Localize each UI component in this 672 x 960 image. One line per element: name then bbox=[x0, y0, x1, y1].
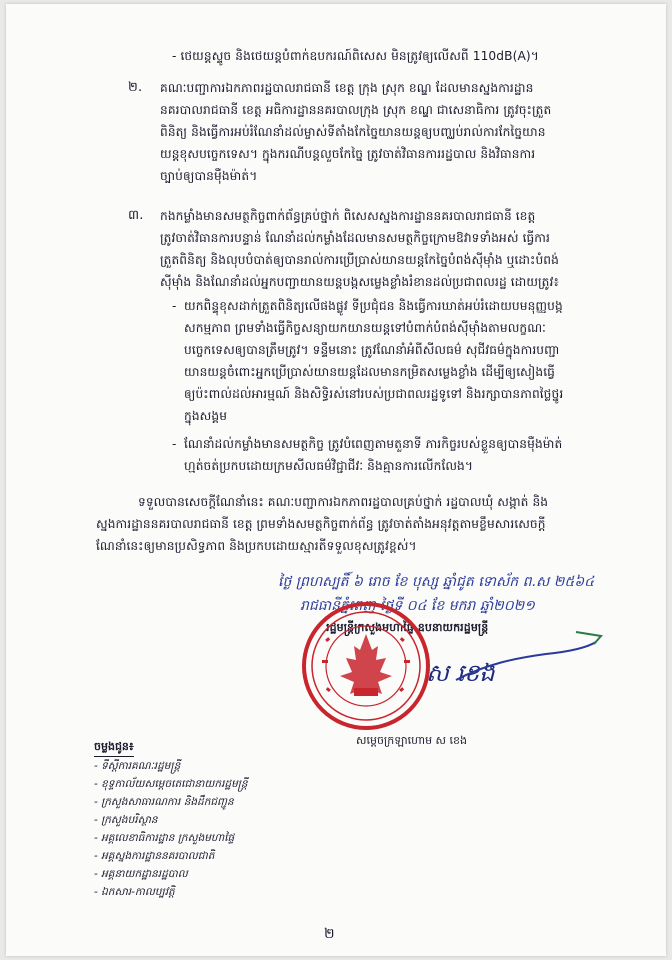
date-line-lunar: ថ្ងៃ ព្រហស្បតិ៍ ៦ រោច ខែ បុស្ស ឆ្នាំជូត ទោស័ក ព.ស ២៥៦៤ bbox=[278, 574, 595, 590]
date-line-gregorian: រាជធានីភ្នំពេញ ថ្ងៃទី ០៤ ខែ មករា ឆ្នាំ២០២១ bbox=[300, 598, 535, 614]
cc-title: ចម្លងជូន៖ bbox=[94, 740, 134, 757]
closing-line-1: ទទួលបានសេចក្តីណែនាំនេះ គណៈបញ្ជាការឯកភាពរដ្ឋបាលគ្រប់ថ្នាក់ រដ្ឋបាលឃុំ សង្កាត់ និង bbox=[138, 495, 549, 509]
cc-item: - ក្រសួងសាធារណការ និងដឹកជញ្ជូន bbox=[94, 796, 234, 808]
sub2-line-2: ហ្មត់ចត់ប្រកបដោយក្រមសីលធម៌វិជ្ជាជីវៈ និងគ្មានការលើកលែង។ bbox=[184, 459, 474, 473]
sub1-line-5: ឲ្យប៉ះពាល់ដល់អារម្មណ៍ និងសិទ្ធិរស់នៅរបស់ប្រជាពលរដ្ឋទូទៅ និងរក្សាបានភាពថ្លៃថ្នូរ bbox=[184, 387, 564, 401]
signer-title: រដ្ឋមន្ត្រីក្រសួងមហាផ្ទៃ ឧបនាយករដ្ឋមន្ត្រី bbox=[326, 621, 489, 634]
cc-item: - អគ្គលេខាធិការដ្ឋាន ក្រសួងមហាផ្ទៃ bbox=[94, 832, 235, 844]
point2-line-5: ច្បាប់ឲ្យបានម៉ឺងម៉ាត់។ bbox=[160, 169, 258, 183]
point2-line-3: ពិនិត្យ និងធ្វើការអប់រំណែនាំដល់ម្ចាស់ទីតាំងកែច្នៃយានយន្តឲ្យបញ្ឈប់រាល់ការកែច្នៃយាន bbox=[160, 125, 546, 139]
cc-item: - អគ្គស្នងការដ្ឋាននគរបាលជាតិ bbox=[94, 850, 215, 862]
closing-line-2: ស្នងការដ្ឋាននគរបាលរាជធានី ខេត្ត ព្រមទាំងសមត្ថកិច្ចពាក់ព័ន្ធ ត្រូវចាត់តាំងអនុវត្តតាមខ្លឹមសារសេចក្តី bbox=[96, 517, 546, 531]
document-page bbox=[6, 4, 666, 956]
sub1-line-4: យានយន្តចំពោះអ្នកប្រើប្រាស់យានយន្តដែលមានកម្រិតសម្លេងខ្លាំង ដើម្បីឲ្យសៀងធ្វើ bbox=[184, 365, 555, 379]
point3-number: ៣. bbox=[128, 208, 144, 223]
cc-item: - ទីស្តីការគណៈរដ្ឋមន្ត្រី bbox=[94, 760, 181, 772]
sub1-dash: - bbox=[172, 299, 177, 313]
point2-line-1: គណៈបញ្ជាការឯកភាពរដ្ឋបាលរាជធានី ខេត្ត ក្រុង ស្រុក ខណ្ឌ ដែលមានស្នងការដ្ឋាន bbox=[160, 81, 534, 95]
signature-stroke-icon bbox=[426, 624, 626, 714]
cc-item: - ឯកសារ-កាលប្បវត្តិ bbox=[94, 886, 175, 898]
point2-line-2: នគរបាលរាជធានី ខេត្ត អធិការដ្ឋាននគរបាលក្រុង ស្រុក ខណ្ឌ ជាសេនាធិការ ត្រូវចុះត្រួត bbox=[160, 103, 552, 117]
sub1-line-3: បច្ចេកទេសឲ្យបានត្រឹមត្រូវ។ ទន្ទឹមនោះ ត្រូវណែនាំអំពីសីលធម៌ សុជីវធម៌ក្នុងការបញ្ជា bbox=[184, 343, 560, 357]
top-item: - ថេយន្តស្ទូច និងថេយន្តបំពាក់ឧបករណ៍ពិសេស មិនត្រូវឲ្យលើសពី 110dB(A)។ bbox=[172, 49, 539, 63]
official-seal-icon bbox=[300, 600, 432, 732]
sub1-line-1: យកពិន្ទុខុសដាក់ត្រួតពិនិត្យលើផងផ្លូវ ទីប្រជុំជន និងធ្វើការឃាត់អប់រំដោយបមនុញ្ញបង្ក bbox=[184, 299, 563, 313]
sub1-line-6: ក្នុងសង្គម bbox=[184, 409, 228, 423]
signer-name: សម្តេចក្រឡាហោម ស ខេង bbox=[356, 734, 467, 747]
point3-line-2: ត្រូវចាត់វិធានការបន្ទាន់ ណែនាំដល់កម្លាំងដែលមានសមត្ថកិច្ចក្រោមឱវាទទាំងអស់ ធ្វើការ bbox=[160, 231, 550, 245]
signature: ស ខេង bbox=[426, 659, 495, 687]
sub1-line-2: សកម្មភាព ព្រមទាំងធ្វើកិច្ចសន្យាយកយានយន្តទៅបំពាក់បំពង់ស៊ីម៉ាំងតាមលក្ខណៈ bbox=[184, 321, 546, 335]
sub2-line-1: ណែនាំដល់កម្លាំងមានសមត្ថកិច្ច ត្រូវបំពេញតាមតួនាទី ភារកិច្ចរបស់ខ្លួនឲ្យបានម៉ឺងម៉ាត់ bbox=[184, 437, 563, 451]
cc-item: - ក្រសួងបរិស្ថាន bbox=[94, 814, 158, 826]
point3-line-3: ត្រួតពិនិត្យ និងលុបបំបាត់ឲ្យបានរាល់ការប្រើប្រាស់យានយន្តកែច្នៃបំពង់ស៊ីម៉ាំង ឬដោះបំពង់ bbox=[160, 253, 559, 267]
cc-item: - ខុទ្ទកាល័យសម្តេចតេជោនាយករដ្ឋមន្ត្រី bbox=[94, 778, 248, 790]
closing-line-3: ណែនាំនេះឲ្យមានប្រសិទ្ធភាព និងប្រកបដោយស្មារតីទទួលខុសត្រូវខ្ពស់។ bbox=[96, 539, 417, 553]
point2-line-4: យន្តខុសបច្ចេកទេស។ ក្នុងករណីបន្តលួចកែច្នៃ ត្រូវចាត់វិធានការរដ្ឋបាល និងវិធានការ bbox=[160, 147, 536, 161]
point3-line-4: ស៊ីម៉ាំង និងណែនាំដល់អ្នកបញ្ជាយានយន្តបង្កសម្លេងខ្លាំងរំខានដល់ប្រជាពលរដ្ឋ ដោយត្រូវ៖ bbox=[160, 275, 559, 289]
cc-item: - អគ្គនាយកដ្ឋានរដ្ឋបាល bbox=[94, 868, 188, 880]
point2-number: ២. bbox=[128, 80, 143, 95]
sub2-dash: - bbox=[172, 437, 177, 451]
point3-line-1: កងកម្លាំងមានសមត្ថកិច្ចពាក់ព័ន្ធគ្រប់ថ្នាក់ ពិសេសស្នងការដ្ឋាននគរបាលរាជធានី ខេត្ត bbox=[160, 209, 536, 223]
page-number: ២ bbox=[324, 926, 335, 942]
